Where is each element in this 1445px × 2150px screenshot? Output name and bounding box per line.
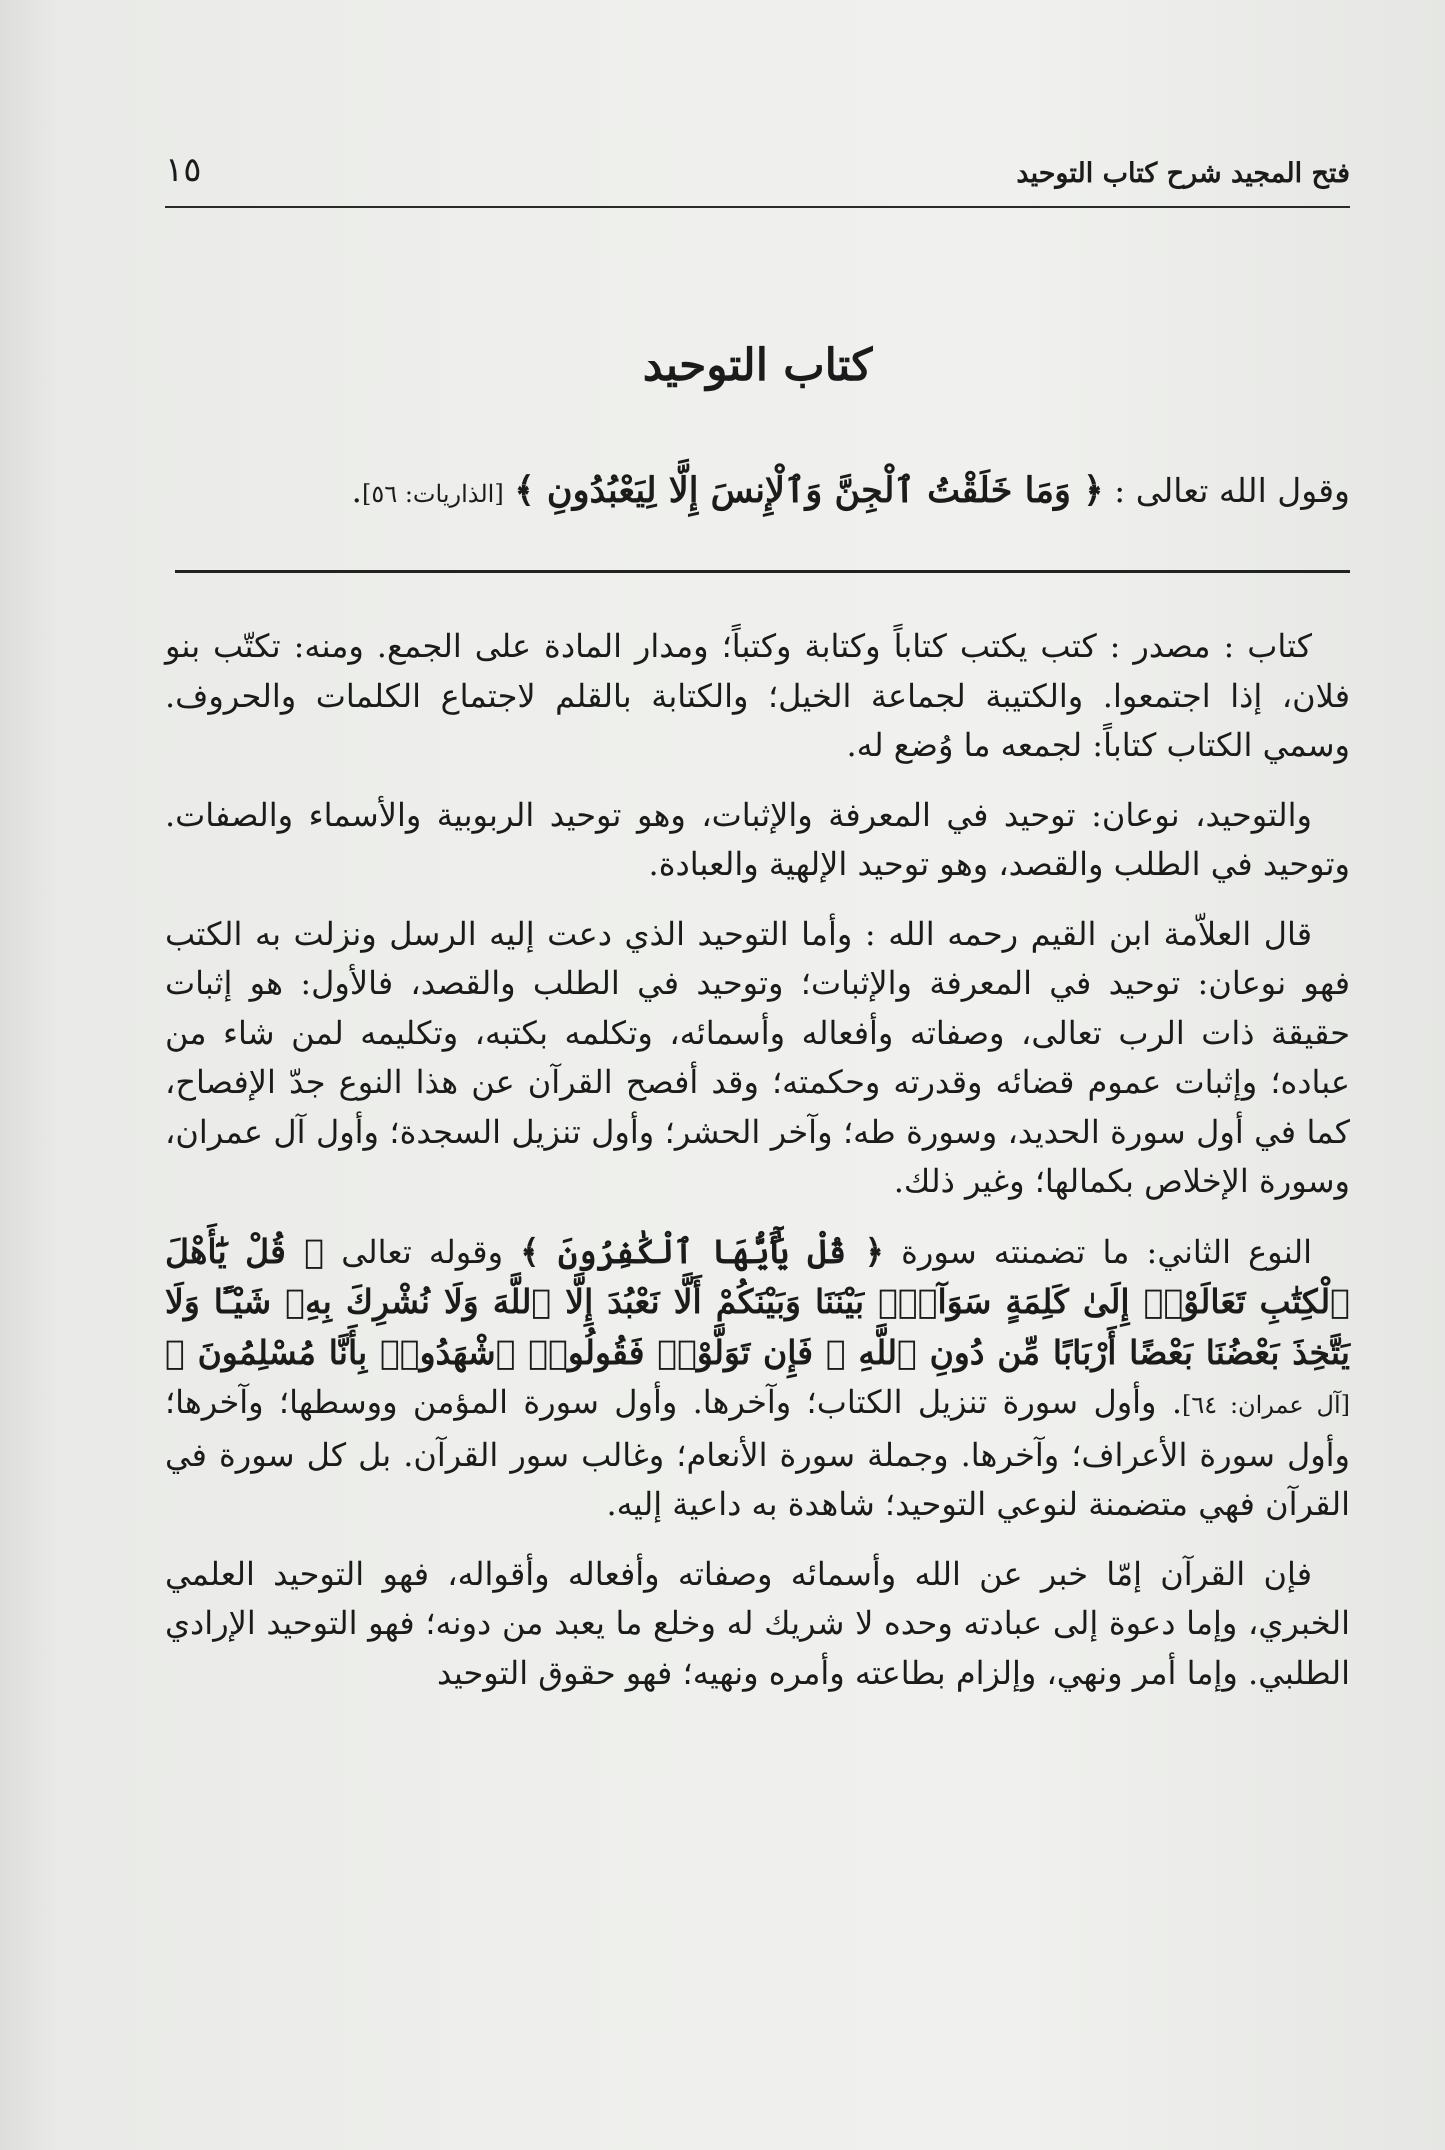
quran-verse-kafirun: ﴿ قُلْ يَٰٓأَيُّهَا ٱلْكَٰفِرُونَ ﴾ <box>520 1231 884 1271</box>
quran-verse-al-imran: ﴿ قُلْ يَٰٓأَهْلَ ٱلْكِتَٰبِ تَعَالَوْا۟ إِلَىٰ كَلِمَةٍ سَوَآءٍۭ بَيْنَنَا وَبَيْنَكُمْ أَلَّا نَعْبُدَ إِلَّا ٱللَّهَ وَلَا نُشْرِكَ بِهِۦ شَيْـًٔا وَلَا يَتَّخِذَ بَعْضُنَا بَعْضًا أَرْبَابًا مِّن دُونِ ٱللَّهِ ۚ فَإِن تَوَلَّوْا۟ فَقُولُوا۟ ٱشْهَدُوا۟ بِأَنَّا مُسْلِمُونَ ﴾ <box>165 1231 1350 1372</box>
verse-reference: [الذاريات: ٥٦] <box>362 480 504 508</box>
running-title: فتح المجيد شرح كتاب التوحيد <box>1016 158 1350 189</box>
second-type-mid: وقوله تعالى <box>341 1232 504 1271</box>
header-rule <box>165 206 1350 208</box>
chapter-title: كتاب التوحيد <box>642 340 873 391</box>
page-edge-shadow <box>0 0 60 2150</box>
section-rule <box>175 570 1350 573</box>
quran-verse: ﴿ وَمَا خَلَقْتُ ٱلْجِنَّ وَٱلْإِنسَ إِلَّا لِيَعْبُدُونِ ﴾ <box>514 470 1104 511</box>
verse-intro: وقول الله تعالى : <box>1114 471 1350 510</box>
paragraph-quran-content: فإن القرآن إمّا خبر عن الله وأسمائه وصفاته وأفعاله وأقواله، فهو التوحيد العلمي الخبري، وإما دعوة إلى عبادته وحده لا شريك له وخلع ما يعبد من دونه؛ فهو التوحيد الإرادي الطلبي. وإما أمر ونهي، وإلزام بطاعته وأمره ونهيه؛ فهو حقوق التوحيد <box>165 1554 1350 1692</box>
paragraph-ibn-qayyim: قال العلاّمة ابن القيم رحمه الله : وأما التوحيد الذي دعت إليه الرسل ونزلت به الكتب فهو نوعان: توحيد في المعرفة والإثبات؛ وتوحيد في الطلب والقصد، فالأول: هو إثبات حقيقة ذات الرب تعالى، وصفاته وأفعاله وأسمائه، وتكلمه بكتبه، وتكليمه لمن شاء من عباده؛ وإثبات عموم قضائه وقدرته وحكمته؛ وقد أفصح القرآن عن هذا النوع جدّ الإفصاح، كما في أول سورة الحديد، وسورة طه؛ وآخر الحشر؛ وأول تنزيل السجدة؛ وأول آل عمران، وسورة الإخلاص بكمالها؛ وغير ذلك. <box>165 914 1351 1200</box>
paragraph-definition: كتاب : مصدر : كتب يكتب كتاباً وكتابة وكتباً؛ ومدار المادة على الجمع. ومنه: تكتّب بنو فلان، إذا اجتمعوا. والكتيبة لجماعة الخيل؛ والكتابة بالقلم لاجتماع الكلمات والحروف. وسمي الكتاب كتاباً: لجمعه ما وُضع له. <box>165 627 1350 764</box>
second-type-rest: . وأول سورة تنزيل الكتاب؛ وآخرها. وأول سورة المؤمن ووسطها؛ وآخرها؛ وأول سورة الأعراف؛ وآخرها. وجملة سورة الأنعام؛ وغالب سور القرآن. بل كل سورة في القرآن فهي متضمنة لنوعي التوحيد؛ شاهدة به داعية إليه. <box>165 1383 1351 1523</box>
verse-end: . <box>351 471 363 510</box>
chapter-verse-line <box>165 470 1350 511</box>
second-type-intro: النوع الثاني: ما تضمنته سورة <box>901 1232 1313 1271</box>
paragraph-types: والتوحيد، نوعان: توحيد في المعرفة والإثبات، وهو توحيد الربوبية والأسماء والصفات. وتوحيد في الطلب والقصد، وهو توحيد الإلهية والعبادة. <box>165 795 1350 883</box>
paragraph-second-type <box>165 1227 1350 1530</box>
body-text <box>165 622 1350 1718</box>
page-number: ١٥ <box>165 150 202 190</box>
running-header <box>165 150 1350 206</box>
verse-reference-al-imran: [آل عمران: ٦٤] <box>1182 1391 1351 1419</box>
